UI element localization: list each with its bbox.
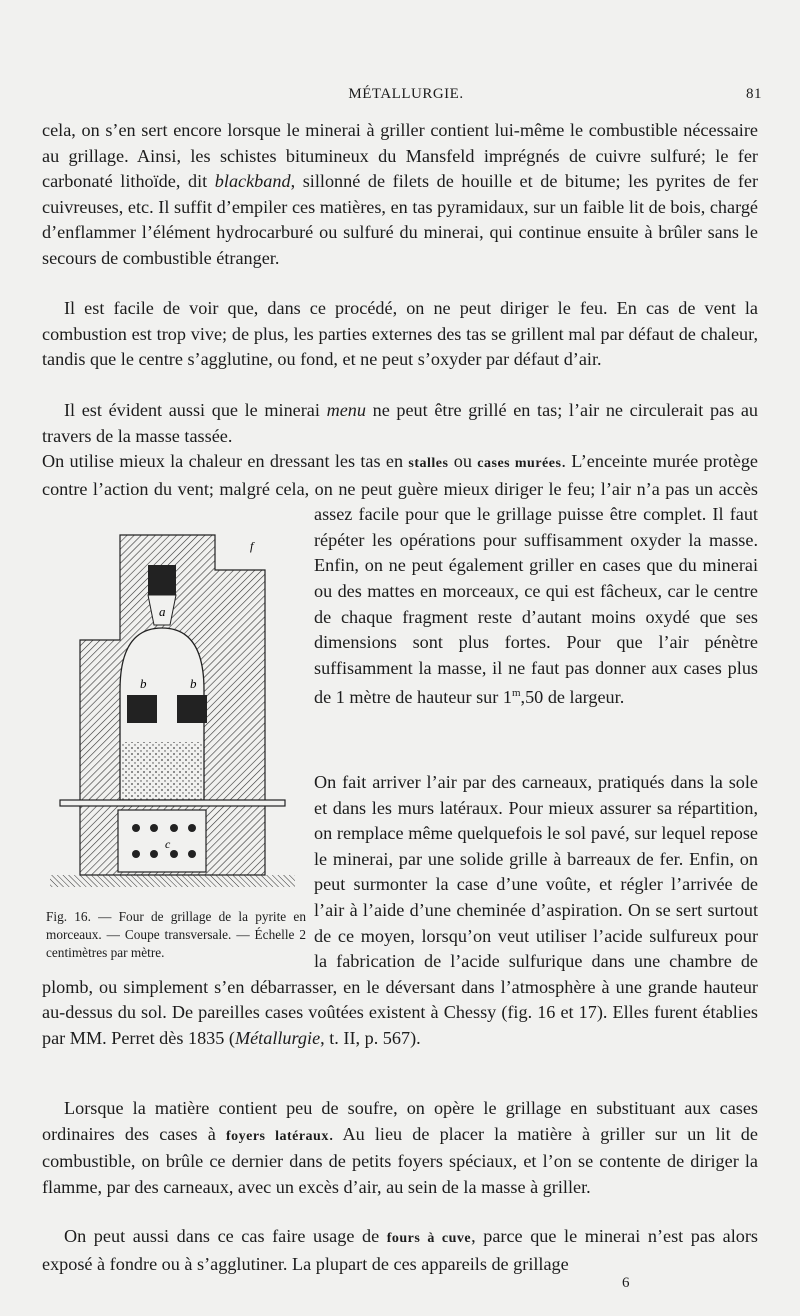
figure-16 — [40, 530, 305, 900]
label-f: f — [250, 539, 254, 553]
ore-charge — [121, 742, 203, 800]
paragraph-4: On utilise mieux la chaleur en dressant les tas en stalles ou cases murées. L’enceinte murée protège contre l’action du vent; malgré cela, on ne peut guère mieux diriger le feu; l’air n’a pas un accès assez facile pour que le grillage puisse être complet. Il faut répéter les opérations pour suffisamment oxyder la masse. Enfin, on ne peut également griller en cases que du minerai ou des mattes en morceaux, ce qui est fâcheux, car le centre de chaque fragment reste d’autant moins oxydé que ses dimensions sont plus fortes. Pour que l’air pénètre suffisamment la masse, il ne faut pas donner aux cases plus de 1 mètre de hauteur sur 1$^m$,50 de largeur. — [42, 451, 758, 708]
term-blackband: blackband — [214, 171, 291, 192]
chimney-block — [148, 565, 176, 595]
paragraph-2: Il est facile de voir que, dans ce procédé, on ne peut diriger le feu. En cas de vent la combustion est trop vive; de plus, les parties externes des tas se grillent mal par défaut de chaleur, tandis que le centre s’agglutine, ou fond, et ne peut s’oxyder par défaut d’air. — [42, 298, 758, 370]
figure-caption: Fig. 16. — Four de grillage de la pyrite en morceaux. — Coupe transversale. — Échelle 2 centimètres par mètre. — [46, 909, 306, 960]
paragraph-1: cela, on s’en sert encore lorsque le minerai à griller contient lui-même le combustible nécessaire au grillage. Ainsi, les schistes bitumineux du Mansfeld imprégnés de cuivre sulfuré; le fer carbonaté lithoïde, dit blackband, sillonné de filets de houille et de bitume; les pyrites de fer cuivreuses, etc. Il suffit d’empiler ces matières, en tas pyramidaux, sur un faible lit de bois, chargé d’enflammer l’élément hydrocarburé ou sulfuré du minerai, qui continue ensuite à brûler sans le secours de combustible étranger. — [42, 120, 759, 268]
ref-metallurgie: Métallurgie — [234, 1027, 321, 1048]
label-a: a — [159, 604, 166, 619]
label-c: c — [165, 837, 171, 851]
paragraph-5: On fait arriver l’air par des carneaux, pratiqués dans la sole et dans les murs latéraux. Pour mieux assurer sa répartition, on remplace même quelquefois le sol pavé, sur lequel repose le minerai, par une solide grille à barreaux de fer. Enfin, on peut surmonter la case d’une voûte, et régler l’arrivée de l’air à l’aide d’une cheminée d’aspiration. On se sert surtout de ce moyen, lorsqu’on veut utiliser l’acide sulfureux pour la fabrication de l’acide sulfurique dans une chambre de plomb, ou simplement s’en débarrasser, en le déversant dans l’atmosphère à une grande hauteur au-dessus du sol. De pareilles cases voûtées existent à Chessy (fig. 16 et 17). Elles furent établies par MM. Perret dès 1835 (Métallurgie, t. II, p. 567). — [42, 772, 758, 1048]
page-number: 81 — [746, 86, 762, 102]
label-b-right: b — [190, 676, 197, 691]
ash-pit — [118, 810, 206, 872]
ground — [50, 875, 295, 887]
term-foyers-lateraux: foyers latéraux — [225, 1128, 329, 1144]
label-b-left: b — [140, 676, 147, 691]
paragraph-7: On peut aussi dans ce cas faire usage de fours à cuve, parce que le minerai n’est pas alors exposé à fondre ou à s’agglutiner. La plupart de ces appareils de grillage — [42, 1226, 758, 1274]
term-menu: menu — [326, 400, 366, 420]
term-cases-murees: cases murées — [477, 456, 562, 471]
running-header — [50, 86, 762, 110]
roasting-furnace-diagram — [40, 530, 305, 900]
air-hole-left — [127, 695, 157, 723]
signature-mark: 6 — [622, 1275, 630, 1291]
air-hole-right — [177, 695, 207, 723]
term-stalles: stalles — [408, 456, 449, 471]
paragraph-6: Lorsque la matière contient peu de soufre, on opère le grillage en substituant aux cases ordinaires des cases à foyers latéraux. Au lieu de placer la matière à griller sur un lit de combustible, on brûle ce dernier dans de petits foyers spéciaux, et l’on se contente de diriger la flamme, par des carneaux, avec un excès d’air, au sein de la masse à griller. — [42, 1098, 758, 1197]
grate-bar — [60, 800, 285, 806]
paragraph-3: Il est évident aussi que le minerai menu ne peut être grillé en tas; l’air ne circulerait pas au travers de la masse tassée. — [42, 400, 758, 446]
page-title: MÉTALLURGIE. — [348, 86, 464, 102]
term-fours-a-cuve: fours à cuve — [386, 1231, 472, 1246]
